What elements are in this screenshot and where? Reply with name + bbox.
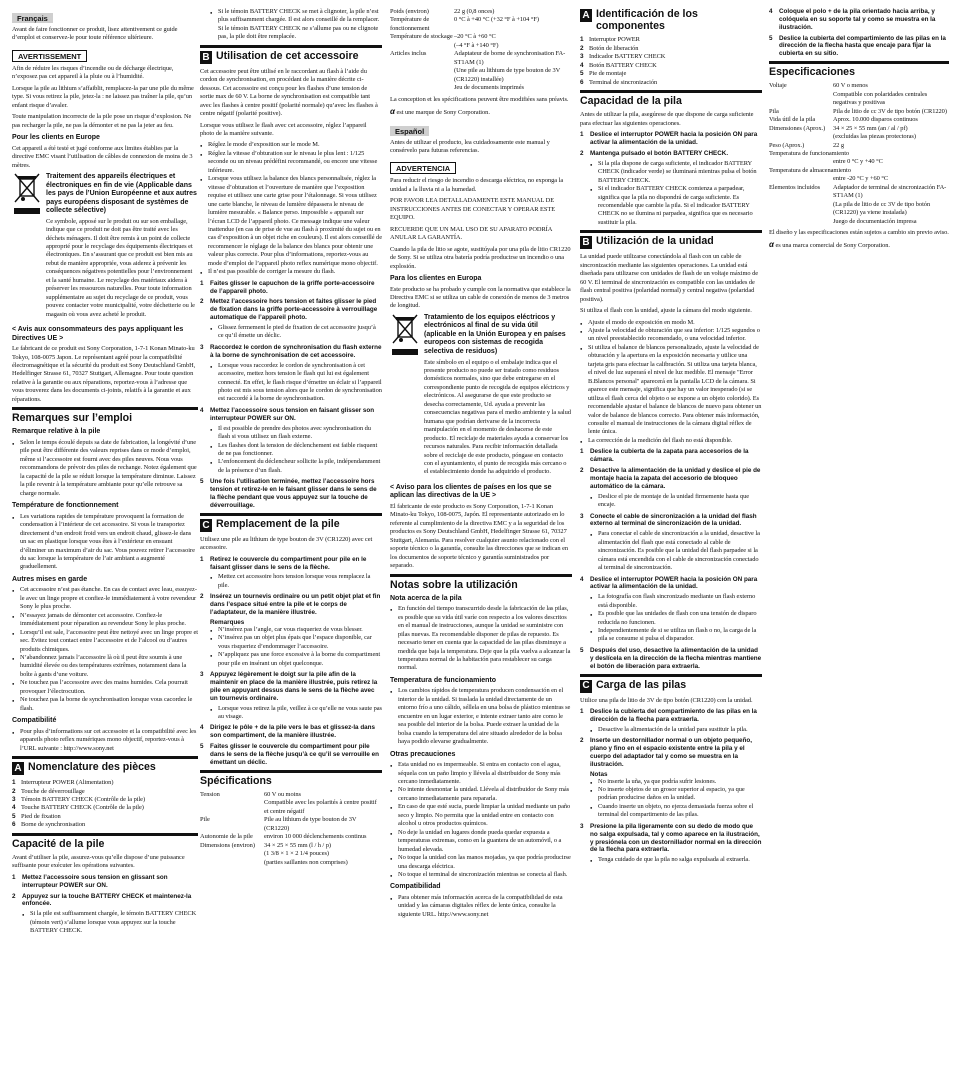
- weee-heading: Traitement des appareils électriques et électroniques en fin de vie (Applicable dans les pays de l’Union Européenne et aux autres pays européens disposant de systèmes de collecte sélective): [46, 172, 197, 215]
- bullet-item: ● No toque el terminal de sincronización mientras se conecta al flash.: [390, 871, 572, 879]
- list-item: 3 Indicador BATTERY CHECK: [580, 53, 666, 61]
- section-heading: Pour les clients en Europe: [12, 134, 100, 142]
- subheading: Température de fonctionnement: [12, 502, 119, 510]
- section-title: Remarques sur l’emploi: [12, 407, 198, 424]
- alpha-logo-icon: α: [390, 106, 395, 116]
- column-5: [769, 8, 949, 254]
- crossed-bin-icon: [390, 314, 420, 480]
- bullet-item: ● Tenga cuidado de que la pila no salga expulsada al extraerla.: [590, 856, 762, 864]
- paragraph: Utilice una pila de litio de 3V de tipo botón (CR1220) con la unidad.: [580, 696, 753, 704]
- section-title: C Remplacement de la pile: [200, 513, 382, 532]
- section-title: Capacidad de la pila: [580, 90, 762, 107]
- section-title: Notas sobre la utilización: [390, 574, 572, 591]
- bullet-item: ● N’insérez pas l’angle, car vous risqueriez de vous blesser.: [210, 626, 382, 634]
- paragraph: El diseño y las especificaciones están sujetos a cambio sin previo aviso.: [769, 229, 949, 237]
- bullet-item: ● N’abandonnez jamais l’accessoire là où il peut être soumis à une humidité élevée ou des températures extrêmes, notamment dans la boîte à gants d’une voiture.: [12, 654, 198, 679]
- bullet-item: ● Réglez la vitesse d’obturation sur le niveau le plus lent : 1/125 seconde ou un niveau prédéfini recommandé, ou encore une vitesse inférieure.: [200, 150, 382, 175]
- paragraph: La conception et les spécifications peuvent être modifiées sans préavis.: [390, 95, 569, 103]
- subheading: Remarque relative à la pile: [12, 428, 101, 436]
- paragraph: Avant d’utiliser la pile, assurez-vous qu’elle dispose d’une puissance suffisante pour exécuter les opérations suivantes.: [12, 853, 185, 870]
- spec-row: Articles inclus Adaptateur de borne de synchronisation FA-ST1AM (1) (Une pile au lithium de type bouton de 3V (CR1220) installée) Jeu de documents imprimés: [390, 50, 566, 92]
- spec-row: Température de fonctionnement 0 °C à +40 °C (+32 °F à +104 °F): [390, 16, 539, 32]
- bullet-item: ● Selon le temps écoulé depuis sa date de fabrication, la longévité d’une pile peut être différente des valeurs reprises dans ce mode d’emploi, même si l’accessoire est fourni avec des piles neuves. Nous vous recommandons de prévoir des piles de rechange. Notez également que la capacité de la pile se réduit lorsque la température diminue. Laissez la pile revenir à la température ambiante pour qu’elle retrouve sa charge normale.: [12, 439, 198, 498]
- step: 5 Deslice la cubierta del compartimiento de las pilas en la dirección de la flecha hasta que encaje para fijar la cubierta en su sitio.: [769, 34, 946, 58]
- bullet-item: ● Glissez fermement le pied de fixation de cet accessoire jusqu’à ce qu’il émette un déclic.: [210, 324, 382, 341]
- subheading: Compatibilidad: [390, 883, 441, 891]
- bullet-item: ● Lorsque vous raccordez le cordon de synchronisation à cet accessoire, mettez hors tension le flash qui lui est également connecté. En effet, le flash risque d’émettre un éclair si l’appareil photo est mis sous tension alors que le cordon de synchronisation est raccordé à la borne de synchronisation.: [210, 362, 382, 404]
- paragraph: Lorsque vous utilisez le flash avec cet accessoire, réglez l’appareil photo de la manière suivante.: [200, 121, 367, 137]
- step: 3 Presione la pila ligeramente con su dedo de modo que no salga expulsada, tal y como aparece en la ilustración, y presiónela con un destornillador normal en la dirección de la flecha para extraerla.: [580, 822, 762, 854]
- weee-block: [12, 173, 198, 322]
- spec-table: [769, 82, 949, 226]
- letter-c-icon: C: [580, 680, 592, 693]
- section-title: A Identificación de los componentes: [580, 8, 762, 32]
- spec-row: Temperatura de funcionamiento: [769, 149, 850, 157]
- language-label-spanish: Español: [390, 126, 429, 136]
- bullet-item: ● N’appliquez pas une force excessive à la borne du compartiment pour pile en insérant un objet quelconque.: [210, 651, 382, 668]
- bullet-item: ● Lorsque vous utilisez la balance des blancs personnalisée, réglez la vitesse d’obturation et l’ouverture de manière que l’exposition requise et utilisez une carte grise pour l’étalonnage. Si vous utilisez une carte blanche, le niveau de lumière dépassera le niveau de lumière mesurable. « Balance perso. impossible » apparaît sur l’écran LCD de l’appareil photo. Ce message indique une valeur inattendue (en cas de prise de vue au flash à proximité du sujet ou en cas d’exposition à un objet riche en couleurs). Il est alors conseillé de recommencer le réglage de la balance des blancs pour obtenir une valeur plus correcte. Pour plus d’informations, reportez-vous au mode d’emploi de l’appareil photo reflex numérique mono objectif.: [200, 175, 382, 268]
- letter-a-icon: A: [580, 9, 592, 22]
- bullet-item: ● Pour plus d’informations sur cet accessoire et la compatibilité avec les appareils photo reflex numériques mono objectif, reportez-vous à l’URL suivante : http://www.sony.net: [12, 728, 198, 753]
- subheading: Temperatura de funcionamiento: [390, 676, 497, 684]
- intro-text: Antes de utilizar el producto, lea cuidadosamente este manual y consérvelo para futuras referencias.: [390, 138, 550, 154]
- bullet-item: ● Si utiliza el balance de blancos personalizado, ajuste la velocidad de obturación y la apertura en la exposición necesaria y utilice una tarjeta gris para efectuar la calibración. Si utiliza una tarjeta blanca, el nivel de luz superará el nivel de luz medible. El mensaje "Error B.Blancos personal" aparecerá en la pantalla LCD de la cámara. Si aparece este mensaje, significa que hay un valor inesperado (si se utiliza el flash cerca del objeto o se expone a un objeto colorido). Es recomendable ajustar el balance de blancos de nuevo para obtener un valor de balance de blancos correcto. Para obtener más información, consulte el manual de instrucciones de la cámara digital réflex de lente única.: [580, 344, 762, 437]
- list-item: 2 Botón de liberación: [580, 44, 639, 52]
- step: 1 Retirez le couvercle du compartiment pour pile en le faisant glisser dans le sens de la flèche.: [200, 555, 367, 571]
- spec-table: [390, 8, 572, 93]
- step: 3 Raccordez le cordon de synchronisation du flash externe à la borne de synchronisation de cet accessoire.: [200, 343, 382, 359]
- warning-label: ADVERTENCIA: [390, 162, 456, 174]
- list-item: 2 Touche de déverrouillage: [12, 787, 85, 795]
- list-item: 1 Interrupteur POWER (Alimentation): [12, 779, 114, 787]
- weee-block: [390, 314, 572, 480]
- section-heading: < Aviso para los clientes de países en los que se aplican las directivas de la UE >: [390, 483, 552, 500]
- warning-label: AVERTISSEMENT: [12, 50, 87, 62]
- bullet-item: ● L’enfoncement du déclencheur sollicite la pile, indépendamment de la présence d’un flash.: [210, 458, 382, 475]
- step: 2 Mantenga pulsado el botón BATTERY CHECK.: [580, 149, 729, 157]
- notes-label: Notas: [590, 770, 608, 778]
- bullet-item: ● No toque la unidad con las manos mojadas, ya que podría producirse una descarga eléctrica.: [390, 854, 572, 871]
- step: 4 Mettez l’accessoire sous tension en faisant glisser son interrupteur POWER sur ON.: [200, 406, 375, 422]
- bullet-item: ● Lorsqu’il est sale, l’accessoire peut être nettoyé avec un linge propre et sec. Évitez tout contact entre l’accessoire et de l’alcool ou d’autres produits chimiques.: [12, 629, 198, 654]
- bullet-item: ● Desactive la alimentación de la unidad para sustituir la pila.: [590, 726, 762, 734]
- bullet-item: ● No intente desmontar la unidad. Llévela al distribuidor de Sony más cercano inmediatamente para repararla.: [390, 786, 572, 803]
- spec-row: Tension 60 V ou moins Compatible avec les polarités à centre positif et centre négatif: [200, 790, 377, 815]
- column-3: [390, 8, 572, 922]
- step: 4 Deslice el interruptor POWER hacia la posición ON para activar la alimentación de la unidad.: [580, 575, 758, 591]
- weee-text: Este símbolo en el equipo o el embalaje indica que el presente producto no puede ser tratado como residuos domésticos normales, sino que debe entregarse en el correspondiente punto de recogida de equipos eléctricos y electrónicos. Al asegurarse de que este producto se desecha correctamente, Ud. ayuda a prevenir las consecuencias negativas para el medio ambiente y la salud humana que podrían derivarse de la incorrecta manipulación en el momento de deshacerse de este producto. El reciclaje de materiales ayuda a conservar los recursos naturales. Para recibir información detallada sobre el reciclaje de este producto, póngase en contacto con el ayuntamiento, el punto de recogida más cercano o el establecimiento donde ha adquirido el producto.: [424, 358, 571, 476]
- paragraph: Este producto se ha probado y cumple con la normativa que establece la Directiva EMC si se utiliza un cable de conexión de menos de 3 metros de longitud.: [390, 285, 571, 310]
- spec-row: Dimensions (environ) 34 × 25 × 55 mm (l / h / p) (1 3/8 × 1 × 2 1/4 pouces) (parties saillantes non comprises): [200, 841, 348, 866]
- paragraph: Si utiliza el flash con la unidad, ajuste la cámara del modo siguiente.: [580, 307, 752, 315]
- bullet-item: ● Cuando inserte un objeto, no ejerza demasiada fuerza sobre el terminal del compartimento de las pilas.: [590, 803, 762, 820]
- column-1: [12, 8, 198, 939]
- paragraph: Cet accessoire peut être utilisé en le raccordant au flash à l’aide du cordon de synchronisation, en procédant de la manière décrite ci-dessous. Cet accessoire est conçu pour les flashes d’une tension de sortie max de 60 V. La borne de synchronisation est compatible tant avec les flashes à centre positif (polarité normale) qu’avec les flashes à centre négatif (polarité positive).: [200, 67, 378, 118]
- bullet-item: ● Si le témoin BATTERY CHECK se met à clignoter, la pile n’est plus suffisamment chargée. Il est alors conseillé de la remplacer. Si le témoin BATTERY CHECK ne s’allume pas ou ne clignote pas, la pile doit être remplacée.: [210, 8, 382, 42]
- bullet-item: ● Si la pile est suffisamment chargée, le témoin BATTERY CHECK (témoin vert) s’allume lorsque vous appuyez sur la touche BATTERY CHECK.: [22, 910, 198, 935]
- bullet-item: ● Ajuste la velocidad de obturación que sea inferior: 1/125 segundos o un nivel preestablecido recomendado, o una velocidad inferior.: [580, 327, 762, 344]
- bullet-item: ● En caso de que esté sucia, puede limpiar la unidad mediante un paño seco y limpio. No permita que la unidad entre en contacto con alcohol u otros productos químicos.: [390, 803, 572, 828]
- bullet-item: ● Deslice el pie de montaje de la unidad firmemente hasta que encaje.: [590, 493, 762, 510]
- spec-row: Température de stockage –20 °C à +60 °C (–4 °F à +140 °F): [390, 33, 499, 49]
- step: 4 Coloque el polo + de la pila orientado hacia arriba, y colóquela en su soporte tal y como se muestra en la ilustración.: [769, 8, 936, 31]
- step: 1 Deslice la cubierta de la zapata para accesorios de la cámara.: [580, 448, 749, 464]
- bullet-item: ● Lorsque vous retirez la pile, veillez à ce qu’elle ne vous saute pas au visage.: [210, 705, 382, 722]
- subheading: Compatibilité: [12, 717, 57, 725]
- intro-text: Avant de faire fonctionner ce produit, lisez attentivement ce guide d’emploi et conservez-le pour toute référence ultérieure.: [12, 26, 178, 42]
- spec-row: Dimensiones (Aprox.) 34 × 25 × 55 mm (an / al / pf) (excluidas las piezas protectoras): [769, 124, 916, 141]
- step: 2 Appuyez sur la touche BATTERY CHECK et maintenez-la enfoncée.: [12, 892, 192, 908]
- trademark-note: α es una marca comercial de Sony Corporation.: [769, 240, 890, 250]
- step: 1 Mettez l’accessoire sous tension en glissant son interrupteur POWER sur ON.: [12, 873, 168, 889]
- bullet-item: ● Ajuste el modo de exposición en modo M.: [580, 319, 762, 327]
- warning-text: POR FAVOR LEA DETALLADAMENTE ESTE MANUAL DE INSTRUCCIONES ANTES DE CONECTAR Y OPERAR ESTE EQUIPO.: [390, 197, 556, 222]
- bullet-item: ● Para conectar el cable de sincronización a la unidad, desactive la alimentación del flash que está conectado al cable de sincronización. Es posible que la unidad del flash parpadee si la cámara está encendida con el cable de sincronización conectado al terminal de sincronización.: [590, 530, 762, 572]
- step: 5 Después del uso, desactive la alimentación de la unidad y deslícela en la dirección de la flecha mientras mantiene el botón de liberación para extraerla.: [580, 646, 762, 670]
- bullet-item: ● Il est possible de prendre des photos avec synchronisation du flash si vous utilisez un flash externe.: [210, 425, 382, 442]
- step: 4 Dirigez le pôle + de la pile vers le bas et glissez-la dans son compartiment, de la manière illustrée.: [200, 724, 376, 740]
- section-title: Spécifications: [200, 770, 382, 787]
- bullet-item: ● Il n’est pas possible de corriger la mesure du flash.: [200, 268, 382, 276]
- list-item: 6 Terminal de sincronización: [580, 78, 658, 86]
- list-item: 4 Botón BATTERY CHECK: [580, 61, 657, 69]
- spec-row: Temperatura de almacenamiento: [769, 166, 851, 174]
- list-item: 5 Pied de fixation: [12, 812, 61, 820]
- letter-a-icon: A: [12, 762, 24, 775]
- subheading: Nota acerca de la pila: [390, 594, 462, 602]
- step: 2 Inserte un destornillador normal o un objeto pequeño, plano y fino en el espacio existente entre la pila y el cuerpo del adaptador tal y como se muestra en la ilustración.: [580, 737, 752, 768]
- step: 1 Faites glisser le capuchon de la griffe porte-accessoire de l’appareil photo.: [200, 279, 375, 295]
- warning-text: Para reducir el riesgo de incendio o descarga eléctrica, no exponga la unidad a la lluvia ni a la humedad.: [390, 177, 564, 193]
- paragraph: Cet appareil a été testé et jugé conforme aux limites établies par la directive EMC visant l’utilisation de câbles de connexion de moins de 3 mètres.: [12, 144, 193, 169]
- paragraph: El fabricante de este producto es Sony Corporation, 1-7-1 Konan Minato-ku Tokyo, 108-0075, Japón. El representante autorizado en lo referente al cumplimiento de la directiva EMC y a la seguridad de los productos es Sony Deutschland GmbH, Hedelfinger Strasse 61, 70327 Stuttgart, Alemania. Para resolver cualquier asunto relacionado con el soporte técnico o la garantía, consulte las direcciones que se indican en los documentos de soporte técnico y garantía suministrados por separado.: [390, 502, 569, 570]
- bullet-item: ● Independientemente de si se utiliza un flash o no, la carga de la pila se consume si pulsa el disparador.: [590, 627, 762, 644]
- column-4: [580, 8, 762, 868]
- bullet-item: ● Si la pila dispone de carga suficiente, el indicador BATTERY CHECK (indicador verde) se iluminará mientras pulsa el botón BATTERY CHECK.: [590, 160, 762, 185]
- spec-row: entre 0 °C y +40 °C: [833, 158, 883, 166]
- warning-text: Lorsque la pile au lithium s’affaiblit, remplacez-la par une pile du même type. Si vous retirez la pile, jetez-la : ne laissez pas traîner la pile, qu’un enfant risque d’avaler.: [12, 84, 194, 109]
- step: 1 Deslice el interruptor POWER hacia la posición ON para activar la alimentación de la unidad.: [580, 131, 758, 146]
- letter-b-icon: B: [200, 51, 212, 64]
- step: 2 Insérez un tournevis ordinaire ou un petit objet plat et fin dans l’espace situé entre la pile et le corps de l’adaptateur, de la manière illustrée.: [200, 593, 381, 616]
- step: 5 Faites glisser le couvercle du compartiment pour pile dans le sens de la flèche jusqu’à ce qu’il se verrouille en émettant un déclic.: [200, 743, 380, 766]
- section-title: B Utilización de la unidad: [580, 230, 762, 249]
- bullet-item: ● Ne touchez pas la borne de synchronisation lorsque vous cacordez le flash.: [12, 696, 198, 713]
- letter-c-icon: C: [200, 519, 212, 532]
- spec-table: [200, 791, 382, 867]
- step: 3 Conecte el cable de sincronización a la unidad del flash externo al terminal de sincronización de la unidad.: [580, 512, 757, 528]
- bullet-item: ● N’essayez jamais de démonter cet accessoire. Confiez-le immédiatement pour réparation au revendeur Sony le plus proche.: [12, 612, 198, 629]
- list-item: 1 Interruptor POWER: [580, 36, 640, 44]
- bullet-item: ● La fotografía con flash sincronizado mediante un flash externo está disponible.: [590, 593, 762, 610]
- spec-row: Voltaje 60 V o menos Compatible con polaridades centrales negativas y positivas: [769, 82, 928, 107]
- bullet-item: ● Los cambios rápidos de temperatura producen condensación en el interior de la unidad. Si traslada la unidad directamente de un entorno frío a uno cálido, séllela en una bolsa de plástico mientras se encuentre en un lugar exterior, e intente extraer tanto aire como le sea posible del interior de la bolsa. Puede extraer la unidad de la bolsa cuando la temperatura del aire situado alrededor de la bolsa haya podido elevarse gradualmente.: [390, 687, 572, 746]
- paragraph: Antes de utilizar la pila, asegúrese de que dispone de carga suficiente para efectuar las siguientes operaciones.: [580, 111, 754, 127]
- bullet-item: ● No inserte la uña, ya que podría sufrir lesiones.: [590, 778, 762, 786]
- subheading: Otras precauciones: [390, 750, 456, 758]
- section-title: B Utilisation de cet accessoire: [200, 45, 382, 64]
- bullet-item: ● Les variations rapides de température provoquent la formation de condensation à l’intérieur de cet accessoire. Si vous le transportez directement d’un endroit froid vers un endroit chaud, glissez-le dans un sac en plastique lorsque vous êtes à l’extérieur en ensuant d’éliminer un maximum d’air du sac. Vous pouvez retirer l’accessoire du sac lorsque la température de l’air ambiant a augmenté graduellement.: [12, 513, 198, 572]
- step: 2 Mettez l’accessoire hors tension et faites glisser le pied de fixation dans la griffe porte-accessoire à verrouillage automatique de l’appareil photo.: [200, 298, 378, 322]
- bullet-item: ● La corrección de la medición del flash no está disponible.: [580, 437, 762, 445]
- section-title: Capacité de la pile: [12, 833, 198, 850]
- bullet-item: ● N’insérez pas un objet plus épais que l’espace disponible, car vous risqueriez d’endommager l’accessoire.: [210, 634, 382, 651]
- spec-row: Pile Pile au lithium de type bouton de 3V (CR1220): [200, 816, 357, 832]
- bullet-item: ● Si el indicador BATTERY CHECK comienza a parpadear, significa que la pila no dispondrá de carga suficiente. Es recomendable que cambie la pila. Si el indicador BATTERY CHECK no se ilumina ni parpadea, significa que es necesario sustituir la pila.: [590, 185, 762, 227]
- letter-b-icon: B: [580, 236, 592, 249]
- bullet-item: ● Réglez le mode d’exposition sur le mode M.: [200, 141, 382, 149]
- list-item: 4 Touche BATTERY CHECK (Contrôle de la pile): [12, 804, 144, 812]
- trademark-note: α est une marque de Sony Corporation.: [390, 106, 490, 116]
- spec-row: Poids (environ) 22 g (0,8 onces): [390, 8, 495, 15]
- warning-text: RECUERDE QUE UN MAL USO DE SU APARATO PODRÍA ANULAR LA GARANTÍA.: [390, 225, 552, 242]
- spec-row: Peso (Aprox.) 22 g: [769, 141, 844, 149]
- section-title: Especificaciones: [769, 61, 949, 78]
- section-title: C Carga de las pilas: [580, 674, 762, 693]
- list-item: 3 Témoin BATTERY CHECK (Contrôle de la pile): [12, 796, 146, 803]
- step: 3 Appuyez légèrement le doigt sur la pile afin de la maintenir en place de la manière illustrée, puis retirez la pile en appuyant dessus dans le sens de la flèche avec un tournevis ordinaire.: [200, 671, 378, 702]
- section-heading: Para los clientes en Europa: [390, 274, 482, 282]
- paragraph: La unidad puede utilizarse conectándola al flash con un cable de sincronización mediante las siguientes operaciones. La unidad está diseñada para utilizarse con unidades de flash de un voltaje máximo de 60 V. El terminal de sincronización es compatible con las unidades de flash central positiva (polaridad normal) y central negativa (polaridad positiva).: [580, 253, 759, 303]
- weee-text: Ce symbole, apposé sur le produit ou sur son emballage, indique que ce produit ne doit pas être traité avec les déchets ménagers. Il doit être remis à un point de collecte approprié pour le recyclage des équipements électriques et électroniques. En s’assurant que ce produit est bien mis au rebut de manière appropriée, vous aiderez à prévenir les conséquences négatives potentielles pour l’environnement et la santé humaine. Le recyclage des matériaux aidera à préserver les ressources naturelles. Pour toute information supplémentaire au sujet du recyclage de ce produit, vous pouvez contacter votre municipalité, votre déchetterie ou le magasin où vous avez acheté le produit.: [46, 217, 195, 318]
- warning-text: Toute manipulation incorrecte de la pile pose un risque d’explosion. Ne pas recharger la pile, ne pas la démonter et ne pas la jeter au feu.: [12, 113, 192, 129]
- spec-row: Vida útil de la pila Aprox. 10.000 disparos continuos: [769, 116, 918, 124]
- list-item: 6 Borne de synchronisation: [12, 821, 86, 829]
- paragraph: Le fabricant de ce produit est Sony Corporation, 1-7-1 Konan Minato-ku Tokyo, 108-0075 Japon. Le représentant agréé pour la compatibilité électromagnétique et la sécurité du produit est Sony Deutschland GmbH, Hedelfinger Strasse 61, 70327 Stuttgart, Allemagne. Pour toute question relative à la garantie ou aux réparations, reportez-vous à l’adresse que vous trouverez dans les documents ci-joints, relatifs à la garantie et aux réparations.: [12, 345, 196, 403]
- step: 5 Une fois l’utilisation terminée, mettez l’accessoire hors tension et retirez-le en le faisant glisser dans le sens de la flèche pendant que vous appuyez sur la touche de déverrouillage.: [200, 478, 377, 509]
- alpha-logo-icon: α: [769, 240, 774, 250]
- crossed-bin-icon: [12, 173, 42, 322]
- bullet-item: ● No deje la unidad en lugares donde pueda quedar expuesta a temperaturas extremas, como en la guantera de un automóvil, o a humedad elevada.: [390, 829, 572, 854]
- spec-row: entre -20 °C y +60 °C: [833, 175, 889, 183]
- bullet-item: ● Esta unidad no es impermeable. Si entra en contacto con el agua, séquela con un paño limpio y llévela al distribuidor de Sony más cercano inmediatamente.: [390, 761, 572, 786]
- subheading: Autres mises en garde: [12, 575, 88, 583]
- step: 1 Deslice la cubierta del compartimiento de las pilas en la dirección de la flecha para extraerla.: [580, 707, 757, 723]
- spec-row: Elementos incluidos Adaptador de terminal de sincronización FA-ST1AM (1) (La pila de litio de cc 3V de tipo botón (CR1220) ya viene instalada) Juego de documentación impresa: [769, 183, 947, 225]
- column-2: [200, 8, 382, 870]
- bullet-item: ● Cet accessoire n’est pas étanche. En cas de contact avec leau, essuyez-le avec un linge propre et confiez-le immédiatement à votre revendeur Sony le plus proche.: [12, 586, 198, 611]
- weee-heading: Tratamiento de los equipos eléctricos y electrónicos al final de su vida útil (aplicable en la Unión Europea y en países europeos con sistemas de recogida selectiva de residuos): [424, 313, 566, 355]
- section-heading: < Avis aux consommateurs des pays appliquant les Directives UE >: [12, 326, 184, 342]
- step: 2 Desactive la alimentación de la unidad y deslice el pie de montaje hacia la zapata del accesorio de bloqueo automático de la cámara.: [580, 467, 761, 490]
- list-item: 5 Pie de montaje: [580, 70, 627, 78]
- bullet-item: ● Ne touchez pas l’accessoire avec des mains humides. Cela pourrait provoquer l’électrocution.: [12, 679, 198, 696]
- section-title: A Nomenclature des pièces: [12, 756, 198, 775]
- spec-row: Autonomie de la pile environ 10 000 déclenchements continus: [200, 833, 367, 841]
- bullet-item: ● En función del tiempo transcurrido desde la fabricación de las pilas, es posible que su vida útil varíe con respecto a los valores descritos en el manual de instrucciones, aunque la unidad se suministre con pilas nuevas. Es recomendable disponer de pilas de repuesto. Es necesario tener en cuenta que la capacidad de las pilas disminuye a medida que baja la temperatura. Deje que la pila vuelva a alcanzar la temperatura normal de la habitación para restablecer su carga normal.: [390, 605, 572, 673]
- bullet-item: ● No inserte objetos de un grosor superior al espacio, ya que podrían producirse daños en la unidad.: [590, 786, 762, 803]
- warning-text: Afin de réduire les risques d’incendie ou de décharge électrique, n’exposez pas cet appareil à la pluie ou à l’humidité.: [12, 64, 174, 81]
- bullet-item: ● Para obtener más información acerca de la compatibilidad de esta unidad y las cámaras digitales réflex de lente única, consulte la siguiente URL. http://www.sony.net: [390, 894, 572, 919]
- notes-label: Remarques: [210, 618, 245, 626]
- bullet-item: ● Les flashes dont la tension de déclenchement est faible risquent de ne pas fonctionner.: [210, 442, 382, 459]
- paragraph: Utilisez une pile au lithium de type bouton de 3V (CR1220) avec cet accessoire.: [200, 535, 373, 552]
- language-label-french: Français: [12, 13, 53, 23]
- bullet-item: ● Mettez cet accessoire hors tension lorsque vous remplacez la pile.: [210, 573, 382, 590]
- warning-text: Cuando la pila de litio se agote, sustitúyala por una pila de litio CR1220 de Sony. Si se utiliza otra batería podría producirse un incendio o una explosión.: [390, 245, 571, 270]
- bullet-item: ● Es posible que las unidades de flash con una tensión de disparo reducida no funcionen.: [590, 610, 762, 627]
- spec-row: Pila Pila de litio de cc 3V de tipo botón (CR1220): [769, 107, 947, 115]
